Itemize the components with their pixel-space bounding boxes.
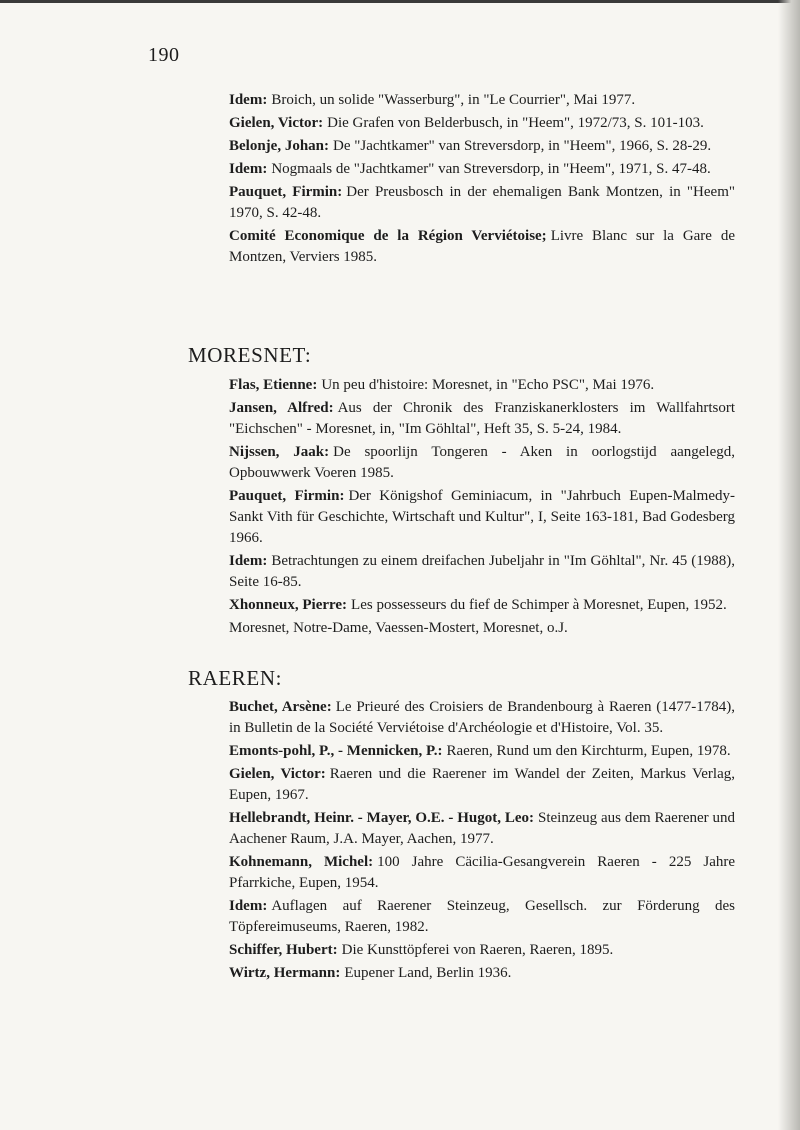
entry-citation: De "Jachtkamer" van Streversdorp, in "Heem", 1966, S. 28-29.: [333, 138, 712, 154]
entry-citation: Broich, un solide "Wasserburg", in "Le Courrier", Mai 1977.: [271, 92, 636, 108]
entry-author: Buchet, Arsène:: [229, 699, 332, 715]
entry-citation: Un peu d'histoire: Moresnet, in "Echo PSC", Mai 1976.: [321, 377, 655, 393]
bibliography-entry: [229, 741, 735, 762]
entry-author: Idem:: [229, 92, 268, 108]
bibliography-entry: [229, 398, 735, 440]
section-heading-raeren: RAEREN:: [188, 666, 283, 690]
entry-citation: Le Prieuré des Croisiers de Brandenbourg à Raeren (1477-1784), in Bulletin de la Société Verviétoise d'Archéologie et d'Histoire, Vol. 35.: [229, 699, 736, 736]
entry-author: Pauquet, Firmin:: [229, 488, 345, 504]
page-gutter-shadow: [778, 0, 800, 1130]
entry-author: Gielen, Victor:: [229, 766, 326, 782]
bibliography-entry: [229, 808, 735, 850]
bibliography-entry: [229, 551, 735, 593]
bibliography-entry: [229, 375, 735, 396]
bibliography-list-raeren: [229, 697, 735, 986]
entry-citation: Die Kunsttöpferei von Raeren, Raeren, 1895.: [341, 942, 614, 958]
bibliography-entry: [229, 442, 735, 484]
bibliography-entry: [229, 852, 735, 894]
entry-citation: Der Königshof Geminiacum, in "Jahrbuch Eupen-Malmedy-Sankt Vith für Geschichte, Wirtschaft und Kultur", I, Seite 163-181, Bad Godesberg 1966.: [229, 488, 735, 546]
bibliography-list-intro: [229, 90, 735, 270]
entry-citation: Steinzeug aus dem Raerener und Aachener Raum, J.A. Mayer, Aachen, 1977.: [229, 810, 735, 847]
entry-author: Flas, Etienne:: [229, 377, 318, 393]
bibliography-entry: [229, 90, 735, 111]
entry-author: Nijssen, Jaak:: [229, 444, 330, 460]
entry-citation: Aus der Chronik des Franziskanerklosters im Wallfahrtsort "Eichschen" - Moresnet, in, "Im Göhltal", Heft 35, S. 5-24, 1984.: [229, 400, 735, 437]
entry-citation: Moresnet, Notre-Dame, Vaessen-Mostert, Moresnet, o.J.: [229, 620, 568, 636]
entry-author: Hellebrandt, Heinr. - Mayer, O.E. - Hugot, Leo:: [229, 810, 534, 826]
entry-author: Gielen, Victor:: [229, 115, 324, 131]
entry-citation: Betrachtungen zu einem dreifachen Jubeljahr in "Im Göhltal", Nr. 45 (1988), Seite 16-85.: [229, 553, 735, 590]
bibliography-entry: [229, 697, 735, 739]
entry-author: Kohnemann, Michel:: [229, 854, 374, 870]
entry-author: Wirtz, Hermann:: [229, 965, 341, 981]
section-heading-moresnet: MORESNET:: [188, 343, 312, 367]
entry-author: Idem:: [229, 553, 268, 569]
entry-author: Idem:: [229, 898, 268, 914]
entry-author: Emonts-pohl, P., - Mennicken, P.:: [229, 743, 443, 759]
bibliography-entry: [229, 963, 735, 984]
entry-author: Comité Economique de la Région Verviétoise;: [229, 228, 547, 244]
bibliography-entry: [229, 113, 735, 134]
entry-author: Schiffer, Hubert:: [229, 942, 338, 958]
entry-author: Jansen, Alfred:: [229, 400, 334, 416]
entry-citation: Eupener Land, Berlin 1936.: [344, 965, 512, 981]
bibliography-entry: [229, 595, 735, 616]
bibliography-entry: [229, 226, 735, 268]
entry-citation: De spoorlijn Tongeren - Aken in oorlogstijd aangelegd, Opbouwwerk Voeren 1985.: [229, 444, 735, 481]
scan-top-edge: [0, 0, 800, 3]
bibliography-entry: [229, 486, 735, 549]
entry-citation: Livre Blanc sur la Gare de Montzen, Verviers 1985.: [229, 228, 735, 265]
entry-author: Xhonneux, Pierre:: [229, 597, 348, 613]
entry-citation: Nogmaals de "Jachtkamer" van Streversdorp, in "Heem", 1971, S. 47-48.: [271, 161, 711, 177]
entry-citation: Les possesseurs du fief de Schimper à Moresnet, Eupen, 1952.: [351, 597, 727, 613]
bibliography-entry: [229, 940, 735, 961]
page-number: 190: [148, 44, 180, 66]
entry-author: Pauquet, Firmin:: [229, 184, 343, 200]
entry-citation: Raeren und die Raerener im Wandel der Zeiten, Markus Verlag, Eupen, 1967.: [229, 766, 735, 803]
bibliography-entry: [229, 136, 735, 157]
entry-citation: Auflagen auf Raerener Steinzeug, Gesellsch. zur Förderung des Töpfereimuseums, Raeren, 1982.: [229, 898, 735, 935]
entry-citation: Der Preusbosch in der ehemaligen Bank Montzen, in "Heem" 1970, S. 42-48.: [229, 184, 735, 221]
entry-citation: Die Grafen von Belderbusch, in "Heem", 1972/73, S. 101-103.: [327, 115, 704, 131]
bibliography-entry: [229, 618, 735, 639]
entry-citation: Raeren, Rund um den Kirchturm, Eupen, 1978.: [446, 743, 731, 759]
entry-citation: 100 Jahre Cäcilia-Gesangverein Raeren - 225 Jahre Pfarrkiche, Eupen, 1954.: [229, 854, 736, 891]
bibliography-entry: [229, 159, 735, 180]
entry-author: Belonje, Johan:: [229, 138, 330, 154]
bibliography-list-moresnet: [229, 375, 735, 641]
bibliography-entry: [229, 896, 735, 938]
bibliography-entry: [229, 182, 735, 224]
entry-author: Idem:: [229, 161, 268, 177]
bibliography-entry: [229, 764, 735, 806]
